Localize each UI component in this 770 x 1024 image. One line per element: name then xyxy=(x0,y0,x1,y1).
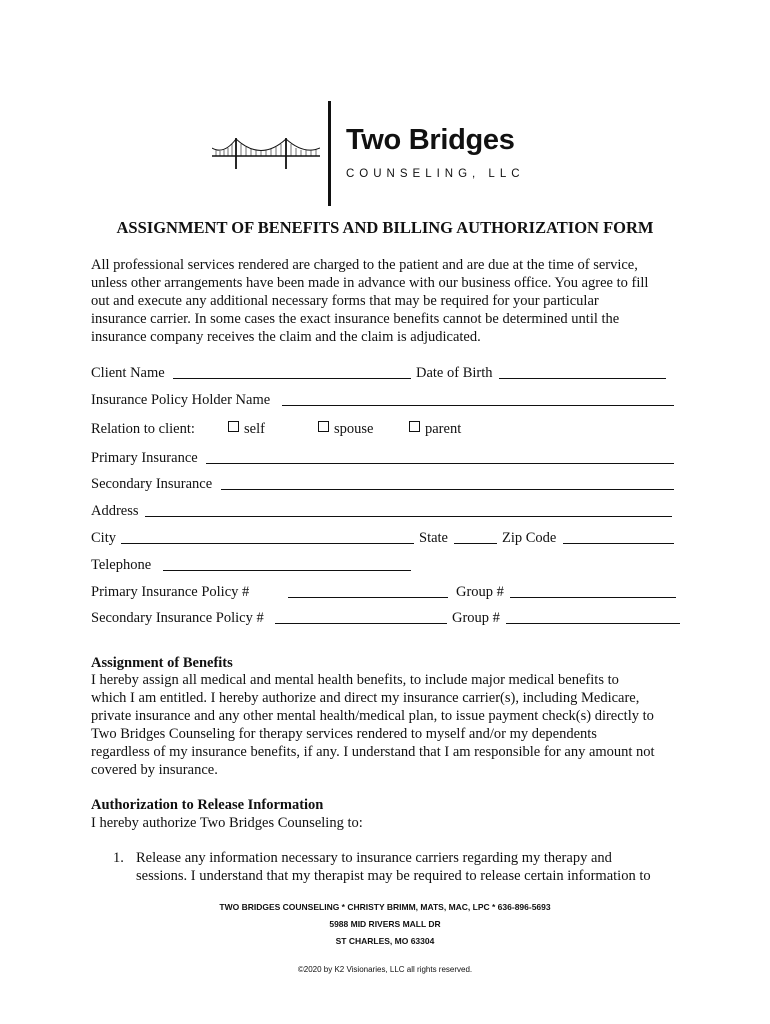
date-of-birth-label: Date of Birth xyxy=(416,365,493,381)
assignment-line: private insurance and any other mental health/medical plan, to issue payment check(s) directly to xyxy=(91,708,654,724)
intro-line: All professional services rendered are charged to the patient and are due at the time of service, xyxy=(91,257,638,273)
state-field[interactable] xyxy=(454,543,497,544)
checkbox-icon xyxy=(318,421,329,432)
address-label: Address xyxy=(91,503,139,519)
secondary-policy-field[interactable] xyxy=(275,623,447,624)
client-name-label: Client Name xyxy=(91,365,165,381)
secondary-insurance-field[interactable] xyxy=(221,489,674,490)
secondary-insurance-label: Secondary Insurance xyxy=(91,476,213,492)
assignment-line: which I am entitled. I hereby authorize and direct my insurance carrier(s), including Medicare, xyxy=(91,690,640,706)
telephone-label: Telephone xyxy=(91,557,152,573)
policy-holder-label: Insurance Policy Holder Name xyxy=(91,392,271,408)
assignment-line: Two Bridges Counseling for therapy services rendered to myself and/or my dependents xyxy=(91,726,597,742)
assignment-line: I hereby assign all medical and mental health benefits, to include major medical benefits to xyxy=(91,672,619,688)
relation-spouse-label: spouse xyxy=(334,421,374,437)
assignment-heading: Assignment of Benefits xyxy=(91,655,233,671)
list-item-number: 1. xyxy=(113,850,124,866)
primary-group-label: Group # xyxy=(456,584,504,600)
primary-policy-label: Primary Insurance Policy # xyxy=(91,584,250,600)
client-name-field[interactable] xyxy=(173,378,411,379)
zip-code-label: Zip Code xyxy=(502,530,557,546)
intro-line: insurance company receives the claim and the claim is adjudicated. xyxy=(91,329,481,345)
zip-code-field[interactable] xyxy=(563,543,674,544)
checkbox-icon xyxy=(228,421,239,432)
city-field[interactable] xyxy=(121,543,414,544)
assignment-line: regardless of my insurance benefits, if any. I understand that I am responsible for any amount not xyxy=(91,744,655,760)
authorization-intro: I hereby authorize Two Bridges Counseling to: xyxy=(91,815,363,831)
relation-spouse-checkbox[interactable] xyxy=(318,420,373,438)
primary-insurance-label: Primary Insurance xyxy=(91,450,198,466)
city-label: City xyxy=(91,530,116,546)
intro-line: insurance carrier. In some cases the exact insurance benefits cannot be determined until the xyxy=(91,311,620,327)
telephone-field[interactable] xyxy=(163,570,411,571)
intro-line: out and execute any additional necessary forms that may be required for your particular xyxy=(91,293,599,309)
authorization-heading: Authorization to Release Information xyxy=(91,797,324,813)
bridge-logo-icon xyxy=(212,136,320,172)
primary-group-field[interactable] xyxy=(510,597,676,598)
relation-self-label: self xyxy=(244,421,265,437)
date-of-birth-field[interactable] xyxy=(499,378,666,379)
secondary-policy-label: Secondary Insurance Policy # xyxy=(91,610,264,626)
logo-subtitle: COUNSELING, LLC xyxy=(346,168,525,180)
relation-self-checkbox[interactable] xyxy=(228,420,265,438)
intro-line: unless other arrangements have been made in advance with our business office. You agree to fill xyxy=(91,275,649,291)
list-item-line: Release any information necessary to insurance carriers regarding my therapy and xyxy=(136,850,612,866)
relation-parent-checkbox[interactable] xyxy=(409,420,461,438)
secondary-group-field[interactable] xyxy=(506,623,680,624)
footer-city: ST CHARLES, MO 63304 xyxy=(335,936,435,946)
form-title: ASSIGNMENT OF BENEFITS AND BILLING AUTHORIZATION FORM xyxy=(116,218,654,237)
footer-copyright: ©2020 by K2 Visionaries, LLC all rights reserved. xyxy=(297,965,473,974)
address-field[interactable] xyxy=(145,516,672,517)
state-label: State xyxy=(419,530,448,546)
primary-policy-field[interactable] xyxy=(288,597,448,598)
secondary-group-label: Group # xyxy=(452,610,500,626)
logo-divider xyxy=(328,101,331,206)
relation-label: Relation to client: xyxy=(91,421,195,437)
relation-parent-label: parent xyxy=(425,421,462,437)
checkbox-icon xyxy=(409,421,420,432)
logo-name: Two Bridges xyxy=(346,124,515,156)
list-item-line: sessions. I understand that my therapist may be required to release certain information to xyxy=(136,868,651,884)
policy-holder-field[interactable] xyxy=(282,405,674,406)
assignment-line: covered by insurance. xyxy=(91,762,218,778)
footer-address: 5988 MID RIVERS MALL DR xyxy=(329,919,441,929)
primary-insurance-field[interactable] xyxy=(206,463,674,464)
footer-contact: TWO BRIDGES COUNSELING * CHRISTY BRIMM, MATS, MAC, LPC * 636-896-5693 xyxy=(219,902,551,912)
